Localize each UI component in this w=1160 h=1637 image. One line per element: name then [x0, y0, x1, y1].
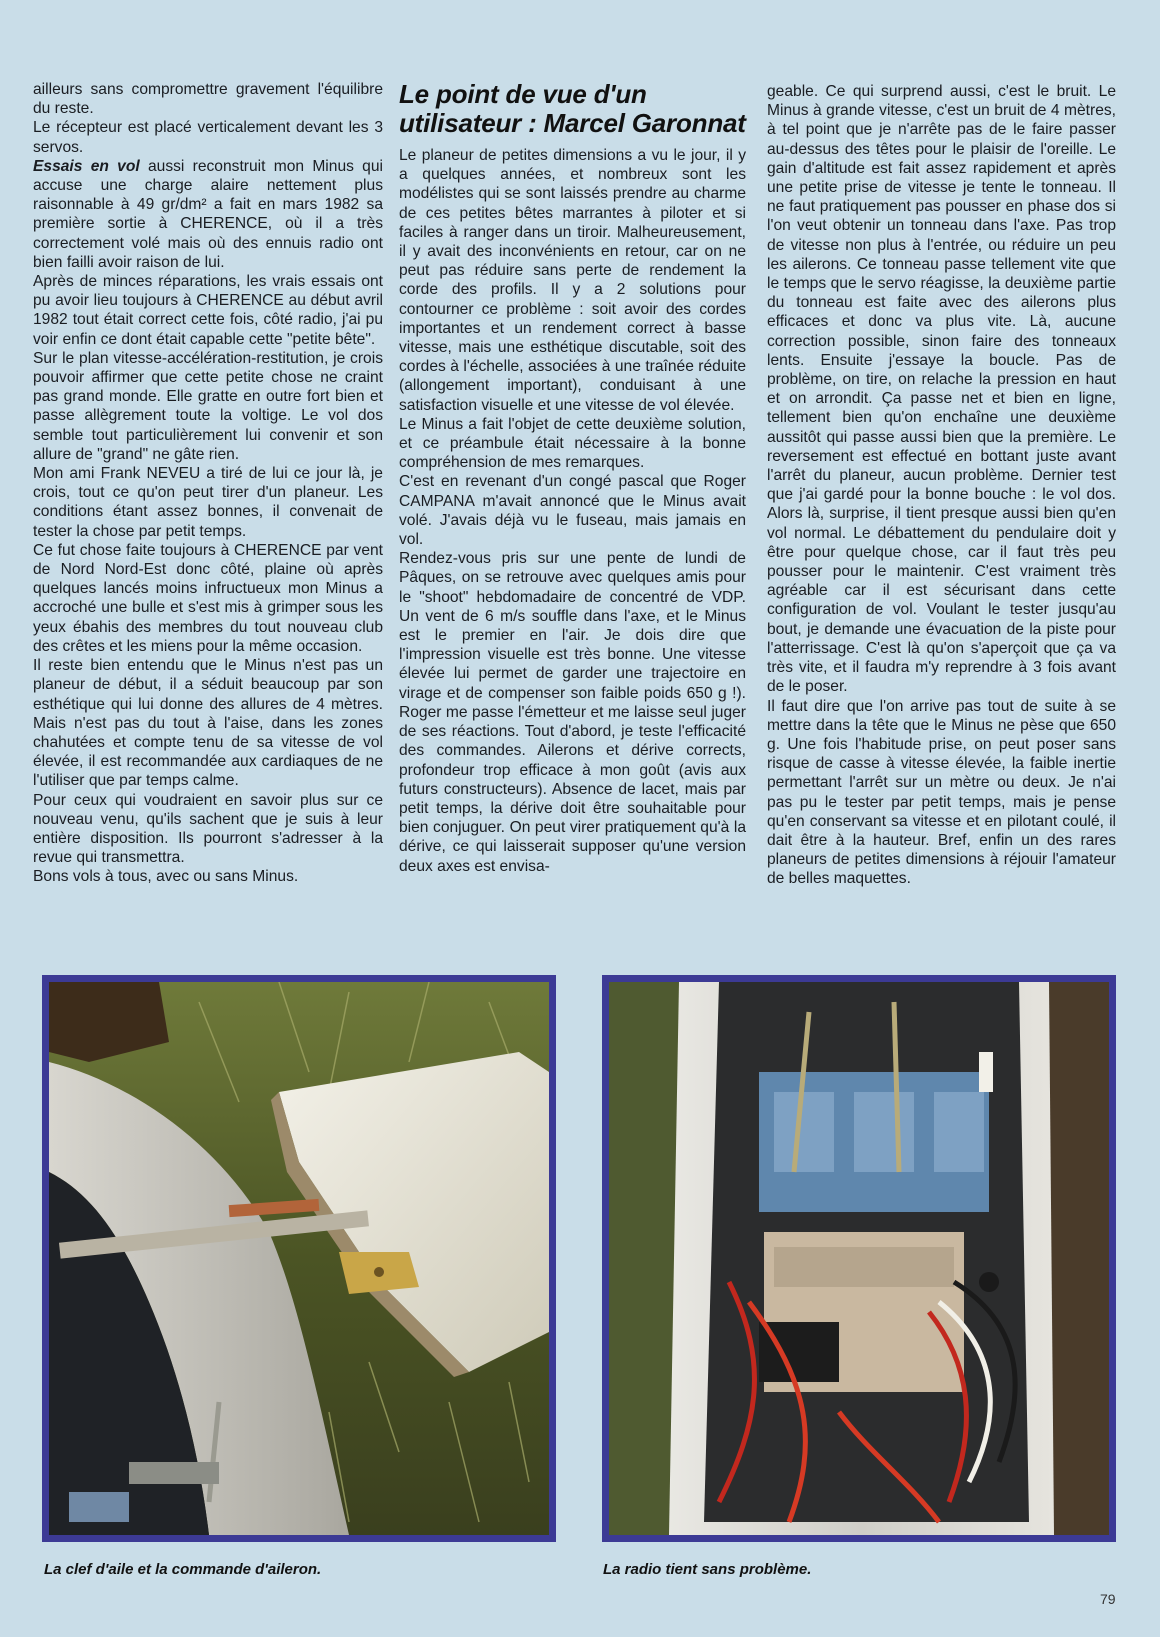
- paragraph: Après de minces réparations, les vrais essais ont pu avoir lieu toujours à CHERENCE au début avril 1982 tout était correct cette fois, côté radio, j'ai pu voir enfin ce dont était capable cette "petite bête".: [33, 273, 383, 348]
- paragraph: Mon ami Frank NEVEU a tiré de lui ce jour là, je crois, tout ce qu'on peut tirer d'un planeur. Les conditions étant assez bonnes, il convenait de tester la chose par petit temps.: [33, 465, 383, 540]
- paragraph: Le planeur de petites dimensions a vu le jour, il y a quelques années, et nombreux sont les modélistes qui se sont laissés prendre au charme de ces petites bêtes marrantes à piloter et si faciles à ranger dans un tiroir. Malheureusement, il y avait des inconvénients en retour, car on ne peut pas réduire sans perte de rendement la corde des profils. Il y a 2 solutions pour contourner ce problème : soit avoir des cordes importantes et un rendement correct à basse vitesse, mais une esthétique discutable, soit des cordes à l'échelle, associées à une traînée réduite (allongement important), conduisant à une satisfaction visuelle et une vitesse de vol élevée.: [399, 147, 746, 414]
- photo-radio: [602, 975, 1116, 1542]
- wing-key-illustration: [49, 982, 549, 1535]
- photo-wing-key: [42, 975, 556, 1542]
- paragraph: C'est en revenant d'un congé pascal que Roger CAMPANA m'avait annoncé que le Minus avait volé. J'avais déjà vu le fuseau, mais jamais en vol.: [399, 473, 746, 549]
- paragraph: ailleurs sans compromettre gravement l'équilibre du reste.: [33, 81, 383, 118]
- paragraph: Le Minus a fait l'objet de cette deuxième solution, et ce préambule était nécessaire à la bonne compréhension de mes remarques.: [399, 415, 746, 472]
- caption-left: La clef d'aile et la commande d'aileron.: [44, 1561, 322, 1578]
- caption-right: La radio tient sans problème.: [603, 1561, 812, 1578]
- column-left: [33, 80, 383, 887]
- paragraph: Sur le plan vitesse-accélération-restitution, je crois pouvoir affirmer que cette petite chose ne craint pas grand monde. Elle gratte en outre fort bien et passe allègrement toute la voltige. Le vol dos semble tout particulièrement lui convenir et son allure de "grand" ne gâte rien.: [33, 349, 383, 463]
- paragraph: Pour ceux qui voudraient en savoir plus sur ce nouveau venu, qu'ils sachent que je suis à leur entière disposition. Ils pourront s'adresser à la revue qui transmettra.: [33, 791, 383, 867]
- paragraph: [33, 157, 383, 272]
- paragraph: Bons vols à tous, avec ou sans Minus.: [33, 868, 299, 886]
- paragraph: Ce fut chose faite toujours à CHERENCE par vent de Nord Nord-Est donc côté, plaine où après quelques lancés moins infructueux mon Minus a accroché une bulle et s'est mis à grimper sous les yeux ébahis des membres du tout nouveau club des crêtes et les miens pour la même occasion.: [33, 541, 383, 655]
- paragraph: geable. Ce qui surprend aussi, c'est le bruit. Le Minus à grande vitesse, c'est un bruit de 4 mètres, à tel point que je n'arrête pas de le faire passer au-dessus des têtes pour le plaisir de l'oreille. Le gain d'altitude est fait assez rapidement et après une petite prise de vitesse je tente le tonneau. Il ne faut pratiquement pas pousser en phase dos si l'on veut obtenir un tonneau dans l'axe. Pas trop de vitesse non plus à l'entrée, ou réduire un peu les ailerons. Ce tonneau passe tellement vite que le temps que le servo réagisse, la deuxième partie du tonneau est faite avec des ailerons plus efficaces et donc va plus vite. Là, aucune correction possible, sinon faire des tonneaux lents. Ensuite j'essaye la boucle. Pas de problème, on tire, on relache la pression en haut et on arrondit. Ça passe net et bien en ligne, tellement bien qu'on enchaîne une deuxième aussitôt qui passe aussi bien que la première. Le reversement est effectué en bottant juste avant l'arrêt du planeur, aucun problème. Dernier test que j'ai gardé pour la bonne bouche : le vol dos. Alors là, surprise, il tient presque aussi bien qu'en vol normal. Le débattement du pendulaire doit y être pour quelque chose, car il faut très peu pousser pour le maintenir. C'est vraiment très agréable car il est sécurisant dans cette configuration de vol. Voulant le tester jusqu'au bout, je demande une évacuation de la piste pour l'atterrissage. C'est là qu'on s'aperçoit que ça va très vite, et il faudra m'y reprendre à 3 fois avant de le poser.: [767, 83, 1116, 696]
- paragraph: Il faut dire que l'on arrive pas tout de suite à se mettre dans la tête que le Minus ne pèse que 650 g. Une fois l'habitude prise, on peut poser sans risque de casse à vitesse élevée, la faible inertie permettant l'arrêt sur un mètre ou deux. Je n'ai pas pu le tester par petit temps, mais je pense qu'en conservant sa vitesse et en pilotant coulé, il dait être à la hauteur. Bref, enfin un des rares planeurs de petites dimensions à réjouir l'amateur de belles maquettes.: [767, 697, 1116, 888]
- paragraph: Le récepteur est placé verticalement devant les 3 servos.: [33, 119, 383, 156]
- column-middle: [399, 80, 746, 876]
- paragraph: Il reste bien entendu que le Minus n'est pas un planeur de début, il a séduit beaucoup par son esthétique qui lui donne des allures de 4 mètres. Mais n'est pas du tout à l'aise, dans les zones chahutées et compte tenu de sa vitesse de vol élevée, il est recommandée aux cardiaques de ne l'utiliser que par temps calme.: [33, 657, 383, 790]
- column-right: [767, 82, 1116, 889]
- run-in-heading: Essais en vol: [33, 157, 140, 175]
- page-number: 79: [1100, 1591, 1116, 1607]
- radio-installation-illustration: [609, 982, 1109, 1535]
- article-headline: Le point de vue d'un utilisateur : Marcel Garonnat: [399, 79, 746, 138]
- run-in-text: aussi reconstruit mon Minus qui accuse une charge alaire nettement plus raisonnable à 49 gr/dm² a fait en mars 1982 sa première sortie à CHERENCE, où il a très correctement volé mais où des ennuis radio ont bien failli avoir raison de lui.: [33, 157, 383, 271]
- paragraph: Rendez-vous pris sur une pente de lundi de Pâques, on se retrouve avec quelques amis pour le "shoot" hebdomadaire de concentré de VDP. Un vent de 6 m/s souffle dans l'axe, et le Minus est le premier en l'air. Je dois dire que l'impression visuelle est très bonne. Une vitesse élevée lui permet de garder une trajectoire en virage et de compenser son faible poids 650 g !). Roger me passe l'émetteur et me laisse seul juger de ses réactions. Tout d'abord, je teste l'efficacité des commandes. Ailerons et dérive corrects, profondeur trop efficace à mon goût (avis aux futurs constructeurs). Absence de lacet, mais par petit temps, la dérive doit être souhaitable pour bien conjuguer. On peut virer pratiquement qu'à la dérive, ce qui laisserait supposer qu'une version deux axes est envisa-: [399, 550, 746, 875]
